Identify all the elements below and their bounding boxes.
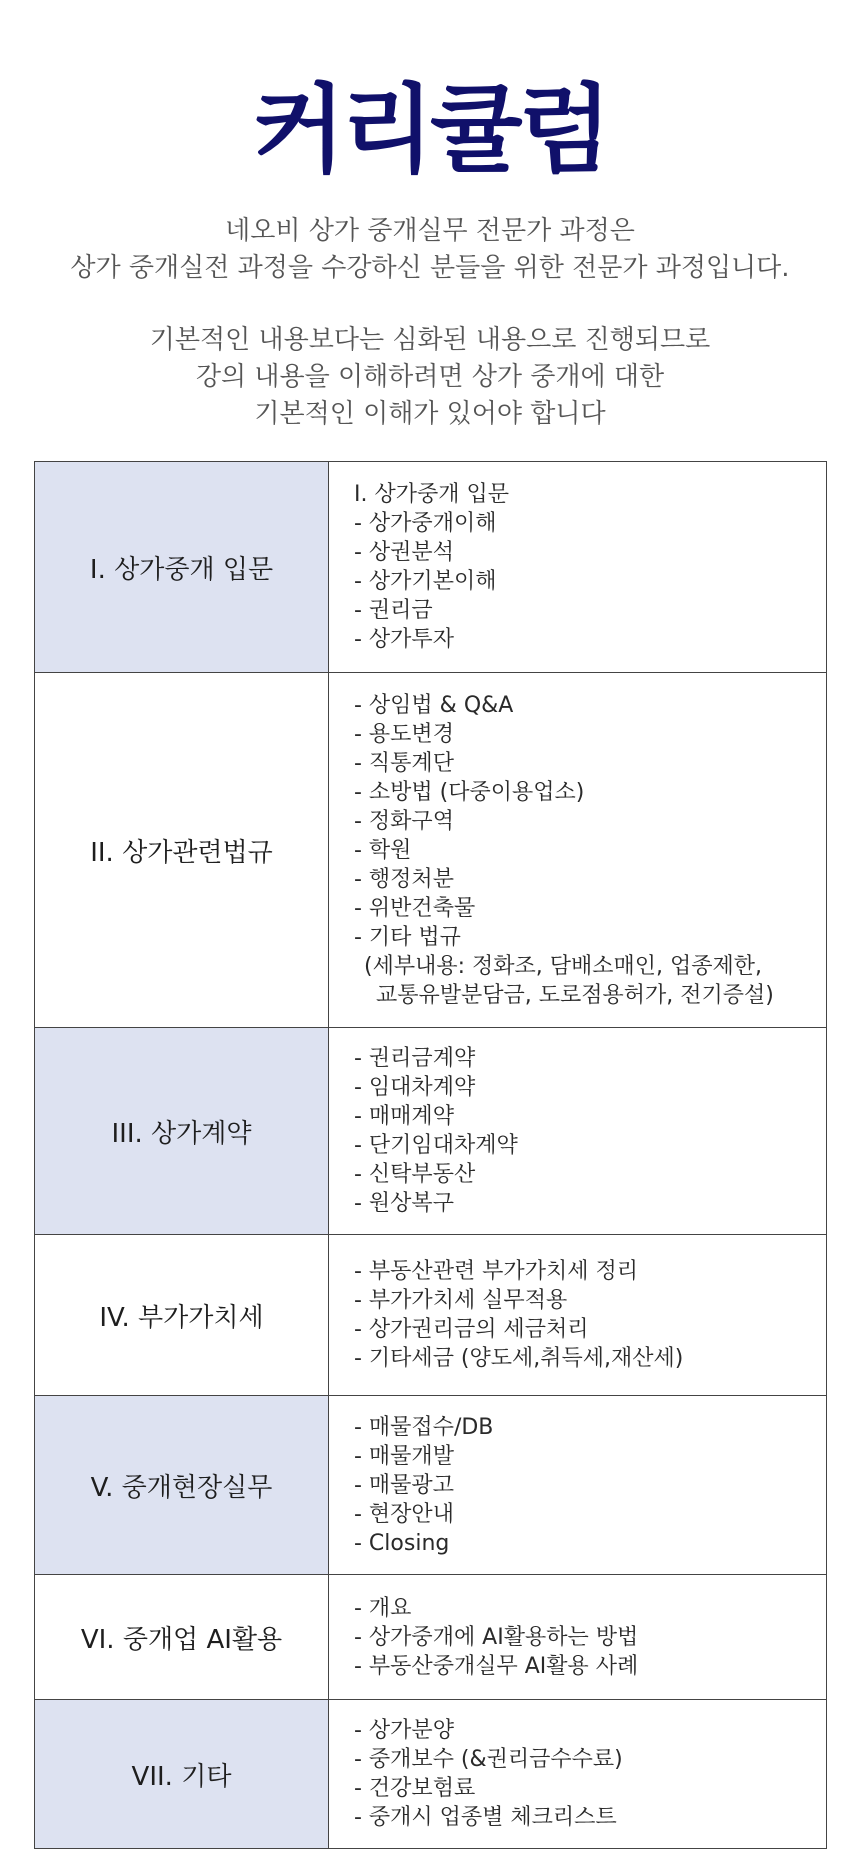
module-content (329, 1575, 827, 1700)
list-item: - 용도변경 (354, 721, 454, 747)
intro-paragraph-2 (0, 322, 860, 433)
list-item-detail: 교통유발분담금, 도로점용허가, 전기증설) (376, 982, 774, 1008)
list-item: - 개요 (354, 1595, 412, 1621)
list-item: - 매물개발 (354, 1443, 454, 1469)
list-item: - 건강보험료 (354, 1776, 476, 1801)
list-item: - 부동산중개실무 AI활용 사례 (354, 1653, 639, 1679)
module-label: I. 상가중개 입문 (35, 462, 329, 673)
list-item: - 상가중개이해 (354, 511, 497, 536)
list-item: I. 상가중개 입문 (354, 482, 509, 507)
list-item: - 기타세금 (양도세,취득세,재산세) (354, 1346, 684, 1371)
table-row (35, 1028, 827, 1235)
module-label: IV. 부가가치세 (35, 1235, 329, 1396)
table-row (35, 1396, 827, 1575)
list-item: - 중개보수 (&권리금수수료) (354, 1747, 623, 1772)
list-item: - 현장안내 (354, 1501, 454, 1527)
list-item: - 상가투자 (354, 627, 454, 652)
module-label: II. 상가관련법규 (35, 673, 329, 1028)
list-item: - 소방법 (다중이용업소) (354, 779, 585, 805)
list-item: - 행정처분 (354, 866, 454, 892)
list-item: - 상권분석 (354, 540, 454, 565)
module-label: VI. 중개업 AI활용 (35, 1575, 329, 1700)
list-item: - 중개시 업종별 체크리스트 (354, 1805, 617, 1830)
list-item: - 기타 법규 (354, 924, 461, 950)
list-item: - 부가가치세 실무적용 (354, 1288, 568, 1313)
module-label: V. 중개현장실무 (35, 1396, 329, 1575)
list-item: - 정화구역 (354, 808, 454, 834)
list-item-detail: (세부내용: 정화조, 담배소매인, 업종제한, (364, 953, 762, 979)
module-content (329, 462, 827, 673)
intro-line: 기본적인 이해가 있어야 합니다 (254, 399, 606, 429)
module-content (329, 673, 827, 1028)
module-content (329, 1235, 827, 1396)
list-item: - 신탁부동산 (354, 1162, 476, 1187)
table-row (35, 462, 827, 673)
list-item: - 상가분양 (354, 1718, 454, 1743)
page-title: 커리큘럼 (252, 74, 608, 186)
list-item: - 상가기본이해 (354, 569, 497, 594)
list-item: - 원상복구 (354, 1191, 454, 1216)
list-item: - 상임법 & Q&A (354, 692, 514, 718)
module-content (329, 1700, 827, 1849)
list-item: - 부동산관련 부가가치세 정리 (354, 1259, 638, 1284)
table-row (35, 1700, 827, 1849)
list-item: - 임대차계약 (354, 1075, 476, 1100)
list-item: - 상가중개에 AI활용하는 방법 (354, 1624, 639, 1650)
table-row (35, 673, 827, 1028)
table-row (35, 1575, 827, 1700)
module-label: VII. 기타 (35, 1700, 329, 1849)
list-item: - 학원 (354, 837, 412, 863)
list-item: - Closing (354, 1530, 450, 1556)
list-item: - 매물광고 (354, 1472, 454, 1498)
list-item: - 매매계약 (354, 1104, 454, 1129)
module-content (329, 1396, 827, 1575)
intro-line: 기본적인 내용보다는 심화된 내용으로 진행되므로 (149, 325, 711, 355)
intro-line: 네오비 상가 중개실무 전문가 과정은 (225, 216, 635, 246)
curriculum-table (34, 461, 827, 1849)
list-item: - 위반건축물 (354, 895, 476, 921)
list-item: - 직통계단 (354, 750, 454, 776)
intro-paragraph-1 (0, 213, 860, 287)
list-item: - 상가권리금의 세금처리 (354, 1317, 589, 1342)
list-item: - 단기임대차계약 (354, 1133, 518, 1158)
intro-line: 강의 내용을 이해하려면 상가 중개에 대한 (195, 362, 665, 392)
list-item: - 권리금 (354, 598, 433, 623)
list-item: - 매물접수/DB (354, 1414, 494, 1440)
intro-line: 상가 중개실전 과정을 수강하신 분들을 위한 전문가 과정입니다. (70, 253, 790, 283)
module-label: III. 상가계약 (35, 1028, 329, 1235)
module-content (329, 1028, 827, 1235)
table-row (35, 1235, 827, 1396)
list-item: - 권리금계약 (354, 1046, 476, 1071)
